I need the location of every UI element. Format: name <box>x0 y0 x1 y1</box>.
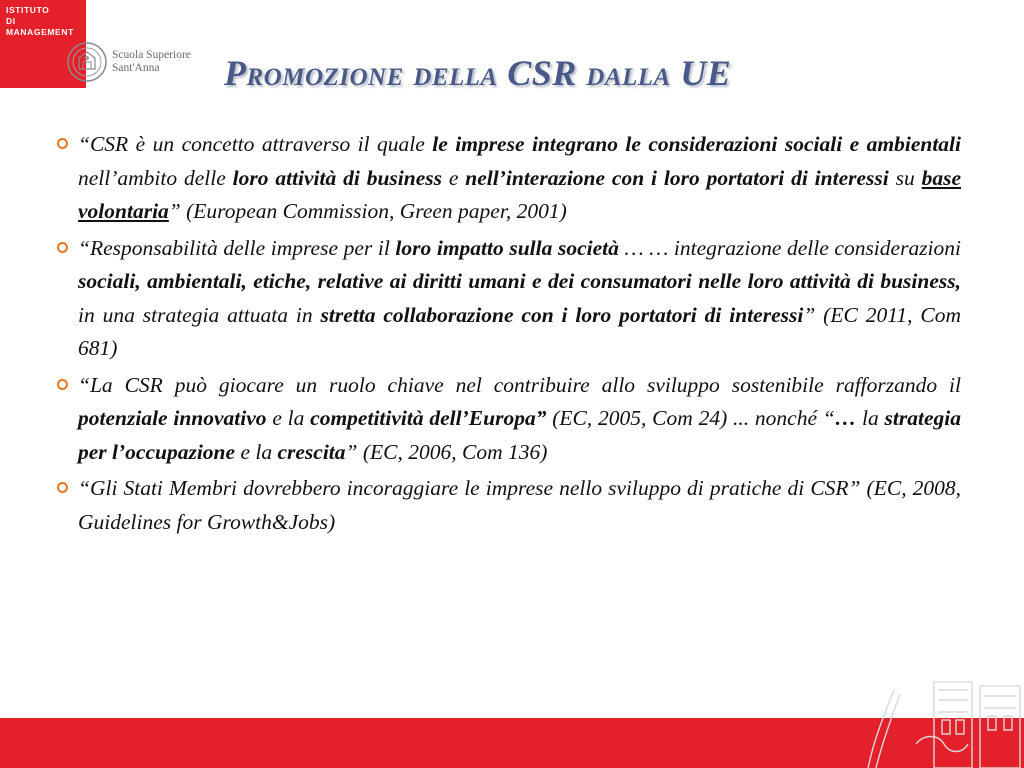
bullet-3-text: e la <box>266 406 311 430</box>
bullet-2-text: … … integrazione delle considerazioni <box>618 235 962 260</box>
bullet-item-1 <box>56 128 961 229</box>
bullet-1-text: su <box>888 165 922 190</box>
bullet-item-4 <box>56 472 961 539</box>
bullet-circle-icon <box>57 138 68 149</box>
bullet-3-bold: … <box>834 406 857 430</box>
bullet-3-bold: crescita <box>277 439 346 464</box>
bullet-1-text: e <box>442 165 466 190</box>
bullet-2-text: “Responsabilità delle imprese per il <box>78 235 396 260</box>
bullet-2-bold: stretta collaborazione con i loro portatori di interessi <box>320 302 804 327</box>
bullet-3-text: e la <box>235 439 278 464</box>
bullet-circle-icon <box>57 242 68 253</box>
building-sketch-watermark <box>864 680 1024 768</box>
bullet-1-bold: nell’interazione con i loro portatori di interessi <box>465 165 889 190</box>
slide-title: Promozione della CSR dalla UE <box>224 53 732 93</box>
bullet-3-citation: ” (EC, 2006, Com 136) <box>345 439 548 464</box>
school-name <box>112 49 191 75</box>
bullet-2-bold: sociali, ambientali, etiche, relative ai diritti umani e dei consumatori nelle loro attività di business, <box>78 269 961 293</box>
school-name-line-2: Sant'Anna <box>112 62 160 74</box>
bullet-3-text: (EC, 2005, Com 24) ... nonché “ <box>546 406 835 430</box>
bullet-4-text: “Gli Stati Membri dovrebbero incoraggiare le imprese nello sviluppo di pratiche di CSR” (EC, 2008, Guidelines for Growth&Jobs) <box>78 476 961 534</box>
bullet-1-citation: ” (European Commission, Green paper, 2001) <box>168 199 567 223</box>
bullet-2-text: in una strategia attuata in <box>78 302 321 327</box>
bullet-1-text: “CSR è un concetto attraverso il quale <box>78 132 433 156</box>
bullet-3-text: “La CSR può giocare un ruolo chiave nel contribuire allo sviluppo sostenibile rafforzando il <box>78 372 961 397</box>
institute-line-2: DI MANAGEMENT <box>6 16 74 37</box>
bullet-2-bold: loro impatto sulla società <box>395 235 619 260</box>
bullet-list <box>56 128 961 542</box>
institute-line-1: ISTITUTO <box>6 5 50 15</box>
bullet-3-text: la <box>856 406 885 430</box>
school-seal-icon <box>66 41 108 83</box>
bullet-item-3 <box>56 369 961 470</box>
bullet-1-bold: le imprese integrano le considerazioni sociali e ambientali <box>432 132 961 156</box>
bullet-3-bold: strategia per l’occupazione <box>78 406 961 464</box>
bullet-3-bold: competitività dell’Europa” <box>310 406 547 430</box>
bullet-circle-icon <box>57 379 68 390</box>
scuola-sant-anna-logo <box>66 40 191 84</box>
bullet-1-text: nell’ambito delle <box>78 165 233 190</box>
bullet-3-bold: potenziale innovativo <box>78 406 267 430</box>
bullet-item-2 <box>56 232 961 366</box>
bullet-1-bold: loro attività di business <box>232 165 442 190</box>
bullet-1-underlined: base volontaria <box>78 165 962 223</box>
bullet-2-citation: ” (EC 2011, Com 681) <box>78 302 961 360</box>
bullet-circle-icon <box>57 482 68 493</box>
school-name-line-1: Scuola Superiore <box>112 49 191 61</box>
